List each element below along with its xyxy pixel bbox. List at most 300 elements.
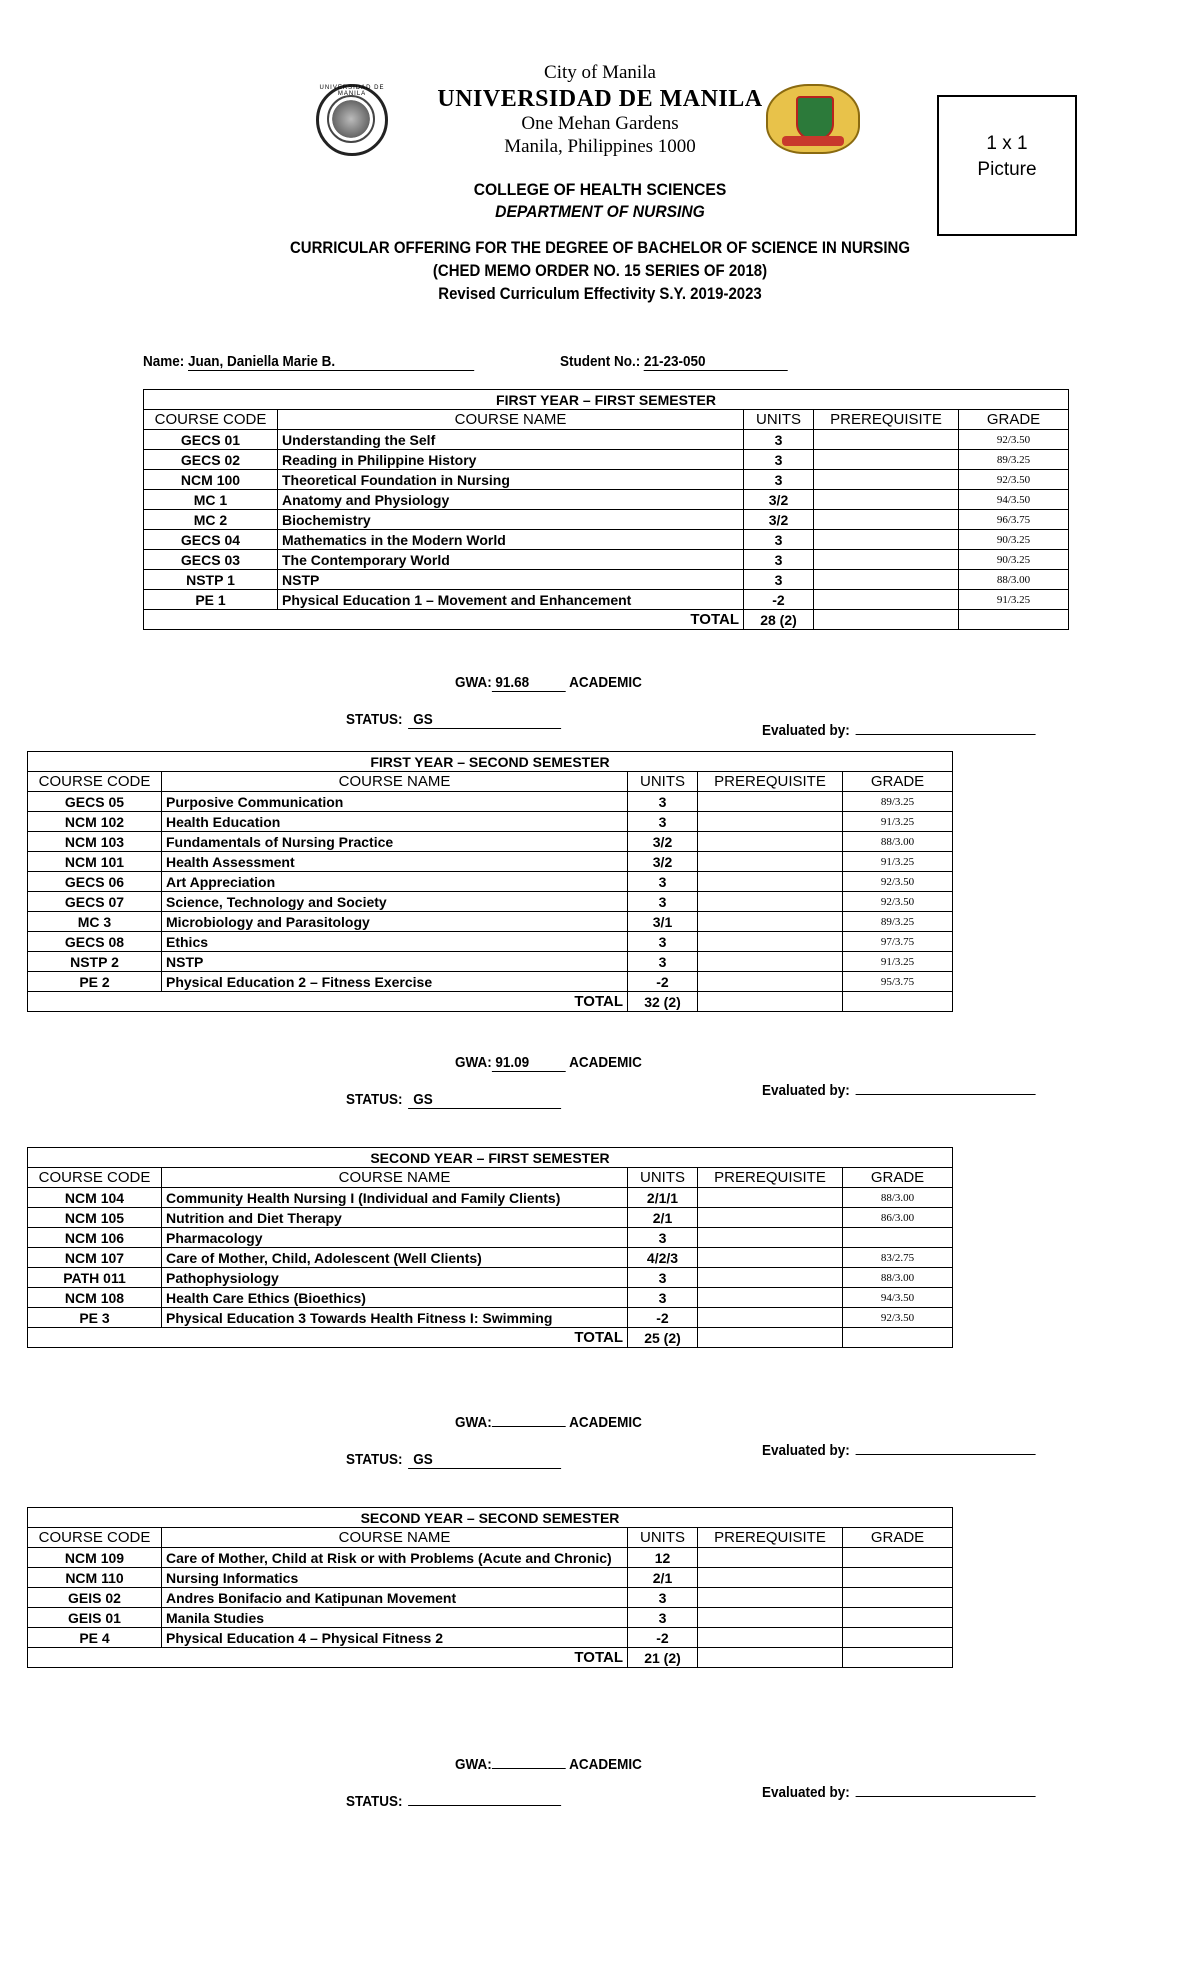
course-units: 3 <box>628 1588 698 1608</box>
semester-table <box>143 389 1069 630</box>
course-units: 3 <box>628 812 698 832</box>
course-units: 3 <box>628 1608 698 1628</box>
gwa-line <box>455 1054 642 1072</box>
course-prerequisite <box>814 570 959 590</box>
course-grade <box>843 1608 953 1628</box>
course-code: PE 1 <box>144 590 278 610</box>
course-name: Pathophysiology <box>162 1268 628 1288</box>
course-row <box>28 1208 953 1228</box>
total-grade-cell <box>843 1648 953 1668</box>
course-prerequisite <box>698 1288 843 1308</box>
course-units: 3 <box>628 872 698 892</box>
course-name: Reading in Philippine History <box>278 450 744 470</box>
course-name: Pharmacology <box>162 1228 628 1248</box>
course-grade: 92/3.50 <box>843 1308 953 1328</box>
course-code: GECS 02 <box>144 450 278 470</box>
course-grade: 90/3.25 <box>959 550 1069 570</box>
course-units: 3 <box>744 430 814 450</box>
course-grade: 91/3.25 <box>959 590 1069 610</box>
course-grade: 92/3.50 <box>959 430 1069 450</box>
college-name: COLLEGE OF HEALTH SCIENCES <box>473 180 727 199</box>
status-line <box>346 711 561 729</box>
column-grade-header: GRADE <box>843 1528 953 1548</box>
course-code: NCM 106 <box>28 1228 162 1248</box>
course-code: MC 3 <box>28 912 162 932</box>
course-name: Physical Education 1 – Movement and Enhancement <box>278 590 744 610</box>
semester-title: SECOND YEAR – SECOND SEMESTER <box>28 1508 953 1528</box>
course-row <box>144 590 1069 610</box>
course-code: GECS 01 <box>144 430 278 450</box>
column-name-header: COURSE NAME <box>162 1528 628 1548</box>
course-prerequisite <box>698 1188 843 1208</box>
course-units: 3/1 <box>628 912 698 932</box>
column-grade-header: GRADE <box>843 772 953 792</box>
course-prerequisite <box>698 1268 843 1288</box>
course-name: Fundamentals of Nursing Practice <box>162 832 628 852</box>
status-label: STATUS: <box>346 1091 403 1108</box>
course-units: -2 <box>628 972 698 992</box>
course-prerequisite <box>814 510 959 530</box>
course-name: The Contemporary World <box>278 550 744 570</box>
status-value[interactable]: GS <box>408 1451 561 1469</box>
picture-box <box>937 95 1077 236</box>
semester-title: SECOND YEAR – FIRST SEMESTER <box>28 1148 953 1168</box>
course-code: MC 1 <box>144 490 278 510</box>
evaluator-signature-field[interactable] <box>855 718 1035 735</box>
department-name: DEPARTMENT OF NURSING <box>495 202 705 221</box>
course-code: NCM 107 <box>28 1248 162 1268</box>
course-prerequisite <box>698 892 843 912</box>
course-units: -2 <box>744 590 814 610</box>
course-code: NSTP 1 <box>144 570 278 590</box>
student-number-label: Student No.: <box>560 353 641 370</box>
course-row <box>28 1228 953 1248</box>
course-units: 12 <box>628 1548 698 1568</box>
course-row <box>144 430 1069 450</box>
academic-label: ACADEMIC <box>569 674 642 691</box>
course-units: 3/2 <box>628 832 698 852</box>
course-row <box>28 972 953 992</box>
semester-title: FIRST YEAR – SECOND SEMESTER <box>28 752 953 772</box>
course-code: GECS 07 <box>28 892 162 912</box>
course-row <box>144 470 1069 490</box>
course-prerequisite <box>698 1248 843 1268</box>
course-name: Health Education <box>162 812 628 832</box>
status-value[interactable] <box>408 1805 561 1806</box>
course-row <box>28 1628 953 1648</box>
course-code: GEIS 02 <box>28 1588 162 1608</box>
course-name: Manila Studies <box>162 1608 628 1628</box>
total-row <box>28 1648 953 1668</box>
course-name: NSTP <box>278 570 744 590</box>
column-grade-header: GRADE <box>843 1168 953 1188</box>
course-name: NSTP <box>162 952 628 972</box>
course-units: 3 <box>744 530 814 550</box>
course-row <box>28 1268 953 1288</box>
total-prerequisite-cell <box>698 1648 843 1668</box>
semester-title-row <box>144 390 1069 410</box>
course-code: NCM 110 <box>28 1568 162 1588</box>
course-row <box>28 1188 953 1208</box>
column-code-header: COURSE CODE <box>28 1528 162 1548</box>
column-header-row <box>144 410 1069 430</box>
course-units: 3/2 <box>628 852 698 872</box>
course-prerequisite <box>814 530 959 550</box>
evaluated-by-line <box>762 1780 1035 1801</box>
course-row <box>28 852 953 872</box>
gwa-value[interactable]: 91.68 <box>492 674 566 692</box>
gwa-line <box>455 1756 642 1773</box>
course-code: GEIS 01 <box>28 1608 162 1628</box>
course-code: PE 3 <box>28 1308 162 1328</box>
university-logo-text: UNIVERSIDAD DE MANILA <box>319 85 385 97</box>
course-grade: 95/3.75 <box>843 972 953 992</box>
course-row <box>144 450 1069 470</box>
course-prerequisite <box>698 952 843 972</box>
course-units: 3 <box>628 892 698 912</box>
semester-table <box>27 1147 953 1348</box>
course-row <box>28 912 953 932</box>
course-grade: 92/3.50 <box>959 470 1069 490</box>
gwa-value[interactable]: 91.09 <box>492 1054 566 1072</box>
course-units: 3 <box>744 550 814 570</box>
total-units: 28 (2) <box>744 610 814 630</box>
total-label: TOTAL <box>144 610 744 630</box>
total-grade-cell <box>959 610 1069 630</box>
course-prerequisite <box>698 1608 843 1628</box>
gwa-value[interactable] <box>492 1426 566 1427</box>
status-value[interactable]: GS <box>408 711 561 729</box>
course-prerequisite <box>698 852 843 872</box>
course-grade <box>843 1588 953 1608</box>
course-grade: 91/3.25 <box>843 852 953 872</box>
course-name: Physical Education 3 Towards Health Fitness I: Swimming <box>162 1308 628 1328</box>
course-prerequisite <box>698 1628 843 1648</box>
total-grade-cell <box>843 1328 953 1348</box>
course-row <box>28 1248 953 1268</box>
address-line-1: One Mehan Gardens <box>521 113 679 134</box>
course-row <box>28 832 953 852</box>
course-code: NCM 108 <box>28 1288 162 1308</box>
course-units: 4/2/3 <box>628 1248 698 1268</box>
student-name-field <box>143 353 474 371</box>
course-prerequisite <box>698 872 843 892</box>
total-row <box>28 992 953 1012</box>
course-units: 2/1/1 <box>628 1188 698 1208</box>
curriculum-effectivity: Revised Curriculum Effectivity S.Y. 2019-2023 <box>438 284 762 303</box>
column-prerequisite-header: PREREQUISITE <box>698 772 843 792</box>
total-units: 21 (2) <box>628 1648 698 1668</box>
column-units-header: UNITS <box>628 1168 698 1188</box>
course-grade: 88/3.00 <box>959 570 1069 590</box>
total-row <box>28 1328 953 1348</box>
course-prerequisite <box>814 470 959 490</box>
course-code: NCM 101 <box>28 852 162 872</box>
student-number-field <box>560 353 788 371</box>
course-name: Care of Mother, Child at Risk or with Problems (Acute and Chronic) <box>162 1548 628 1568</box>
total-label: TOTAL <box>28 992 628 1012</box>
total-units: 25 (2) <box>628 1328 698 1348</box>
course-units: 3 <box>628 1288 698 1308</box>
course-row <box>28 1568 953 1588</box>
course-code: GECS 05 <box>28 792 162 812</box>
status-line <box>346 1091 561 1109</box>
course-name: Ethics <box>162 932 628 952</box>
course-grade: 91/3.25 <box>843 952 953 972</box>
column-name-header: COURSE NAME <box>162 1168 628 1188</box>
course-row <box>144 530 1069 550</box>
course-units: 3 <box>628 792 698 812</box>
column-units-header: UNITS <box>628 772 698 792</box>
ched-memo-line: (CHED MEMO ORDER NO. 15 SERIES OF 2018) <box>432 261 768 280</box>
column-prerequisite-header: PREREQUISITE <box>814 410 959 430</box>
semester-title-row <box>28 1508 953 1528</box>
course-row <box>28 1588 953 1608</box>
course-grade <box>843 1628 953 1648</box>
gwa-label: GWA: <box>455 1756 492 1773</box>
course-name: Care of Mother, Child, Adolescent (Well Clients) <box>162 1248 628 1268</box>
evaluated-by-label: Evaluated by: <box>762 722 850 739</box>
course-grade: 88/3.00 <box>843 1268 953 1288</box>
course-code: NSTP 2 <box>28 952 162 972</box>
course-grade: 92/3.50 <box>843 872 953 892</box>
course-prerequisite <box>698 1308 843 1328</box>
evaluator-signature-field[interactable] <box>855 1438 1035 1455</box>
course-prerequisite <box>814 590 959 610</box>
column-header-row <box>28 1528 953 1548</box>
course-row <box>28 952 953 972</box>
course-grade: 94/3.50 <box>843 1288 953 1308</box>
course-row <box>28 1308 953 1328</box>
course-code: PATH 011 <box>28 1268 162 1288</box>
course-grade: 88/3.00 <box>843 832 953 852</box>
course-name: Physical Education 4 – Physical Fitness 2 <box>162 1628 628 1648</box>
course-code: GECS 06 <box>28 872 162 892</box>
total-units: 32 (2) <box>628 992 698 1012</box>
course-grade: 92/3.50 <box>843 892 953 912</box>
total-row <box>144 610 1069 630</box>
course-grade: 89/3.25 <box>843 792 953 812</box>
column-header-row <box>28 1168 953 1188</box>
column-code-header: COURSE CODE <box>28 1168 162 1188</box>
course-units: 3/2 <box>744 510 814 530</box>
course-grade: 83/2.75 <box>843 1248 953 1268</box>
course-name: Microbiology and Parasitology <box>162 912 628 932</box>
course-units: -2 <box>628 1628 698 1648</box>
course-grade <box>843 1228 953 1248</box>
course-code: GECS 03 <box>144 550 278 570</box>
course-name: Biochemistry <box>278 510 744 530</box>
course-row <box>28 1548 953 1568</box>
total-prerequisite-cell <box>698 992 843 1012</box>
course-code: NCM 103 <box>28 832 162 852</box>
course-units: 3 <box>628 1268 698 1288</box>
course-prerequisite <box>814 450 959 470</box>
course-prerequisite <box>698 792 843 812</box>
column-code-header: COURSE CODE <box>28 772 162 792</box>
evaluated-by-label: Evaluated by: <box>762 1082 850 1099</box>
course-units: 3 <box>744 570 814 590</box>
picture-box-size: 1 x 1 <box>986 133 1028 154</box>
course-name: Purposive Communication <box>162 792 628 812</box>
course-code: GECS 04 <box>144 530 278 550</box>
column-code-header: COURSE CODE <box>144 410 278 430</box>
column-name-header: COURSE NAME <box>162 772 628 792</box>
course-prerequisite <box>698 912 843 932</box>
course-name: Understanding the Self <box>278 430 744 450</box>
course-grade: 96/3.75 <box>959 510 1069 530</box>
semester-table <box>27 751 953 1012</box>
column-prerequisite-header: PREREQUISITE <box>698 1528 843 1548</box>
column-units-header: UNITS <box>628 1528 698 1548</box>
course-row <box>28 812 953 832</box>
course-grade: 91/3.25 <box>843 812 953 832</box>
academic-label: ACADEMIC <box>569 1756 642 1773</box>
course-grade: 88/3.00 <box>843 1188 953 1208</box>
course-grade <box>843 1568 953 1588</box>
gwa-line <box>455 1414 642 1431</box>
course-prerequisite <box>698 1588 843 1608</box>
course-row <box>28 872 953 892</box>
column-grade-header: GRADE <box>959 410 1069 430</box>
column-header-row <box>28 772 953 792</box>
course-code: NCM 104 <box>28 1188 162 1208</box>
course-prerequisite <box>698 932 843 952</box>
academic-label: ACADEMIC <box>569 1054 642 1071</box>
course-name: Mathematics in the Modern World <box>278 530 744 550</box>
course-grade: 94/3.50 <box>959 490 1069 510</box>
course-row <box>144 570 1069 590</box>
course-prerequisite <box>698 1568 843 1588</box>
status-value[interactable]: GS <box>408 1091 561 1109</box>
column-prerequisite-header: PREREQUISITE <box>698 1168 843 1188</box>
course-name: Theoretical Foundation in Nursing <box>278 470 744 490</box>
status-line <box>346 1451 561 1469</box>
evaluated-by-line <box>762 718 1035 739</box>
evaluated-by-label: Evaluated by: <box>762 1442 850 1459</box>
column-units-header: UNITS <box>744 410 814 430</box>
course-row <box>144 510 1069 530</box>
gwa-label: GWA: <box>455 1054 492 1071</box>
course-units: 3 <box>744 470 814 490</box>
university-name: UNIVERSIDAD DE MANILA <box>437 86 763 112</box>
gwa-line <box>455 674 642 692</box>
course-prerequisite <box>814 490 959 510</box>
student-number-value: 21-23-050 <box>644 353 788 371</box>
course-row <box>28 792 953 812</box>
course-units: 3 <box>628 952 698 972</box>
semester-title: FIRST YEAR – FIRST SEMESTER <box>144 390 1069 410</box>
status-label: STATUS: <box>346 1451 403 1468</box>
semester-title-row <box>28 752 953 772</box>
status-line <box>346 1793 561 1810</box>
evaluator-signature-field[interactable] <box>855 1780 1035 1797</box>
course-units: 3 <box>628 932 698 952</box>
picture-box-label: Picture <box>977 159 1037 180</box>
course-units: 2/1 <box>628 1208 698 1228</box>
course-grade: 86/3.00 <box>843 1208 953 1228</box>
gwa-label: GWA: <box>455 1414 492 1431</box>
course-units: 3 <box>744 450 814 470</box>
course-units: 3 <box>628 1228 698 1248</box>
total-prerequisite-cell <box>814 610 959 630</box>
course-row <box>28 932 953 952</box>
evaluated-by-line <box>762 1438 1035 1459</box>
status-label: STATUS: <box>346 1793 403 1810</box>
course-code: PE 2 <box>28 972 162 992</box>
course-row <box>144 550 1069 570</box>
course-grade: 89/3.25 <box>843 912 953 932</box>
course-grade: 89/3.25 <box>959 450 1069 470</box>
semester-table <box>27 1507 953 1668</box>
name-label: Name: <box>143 353 185 370</box>
course-name: Community Health Nursing I (Individual and Family Clients) <box>162 1188 628 1208</box>
course-name: Health Assessment <box>162 852 628 872</box>
course-prerequisite <box>814 430 959 450</box>
course-units: 3/2 <box>744 490 814 510</box>
course-name: Health Care Ethics (Bioethics) <box>162 1288 628 1308</box>
course-name: Nursing Informatics <box>162 1568 628 1588</box>
column-name-header: COURSE NAME <box>278 410 744 430</box>
student-name-value: Juan, Daniella Marie B. <box>188 353 474 371</box>
course-prerequisite <box>698 1548 843 1568</box>
course-units: 2/1 <box>628 1568 698 1588</box>
semester-title-row <box>28 1148 953 1168</box>
course-name: Science, Technology and Society <box>162 892 628 912</box>
course-grade: 90/3.25 <box>959 530 1069 550</box>
evaluated-by-line <box>762 1078 1035 1099</box>
gwa-value[interactable] <box>492 1768 566 1769</box>
gwa-label: GWA: <box>455 674 492 691</box>
course-prerequisite <box>698 1208 843 1228</box>
total-label: TOTAL <box>28 1328 628 1348</box>
course-row <box>28 892 953 912</box>
course-row <box>28 1608 953 1628</box>
course-row <box>144 490 1069 510</box>
course-name: Andres Bonifacio and Katipunan Movement <box>162 1588 628 1608</box>
course-row <box>28 1288 953 1308</box>
course-grade <box>843 1548 953 1568</box>
course-code: NCM 100 <box>144 470 278 490</box>
course-name: Anatomy and Physiology <box>278 490 744 510</box>
course-code: PE 4 <box>28 1628 162 1648</box>
course-prerequisite <box>698 832 843 852</box>
curriculum-title: CURRICULAR OFFERING FOR THE DEGREE OF BACHELOR OF SCIENCE IN NURSING <box>289 238 911 257</box>
address-line-2: Manila, Philippines 1000 <box>504 136 696 157</box>
course-name: Art Appreciation <box>162 872 628 892</box>
total-grade-cell <box>843 992 953 1012</box>
evaluator-signature-field[interactable] <box>855 1078 1035 1095</box>
course-prerequisite <box>814 550 959 570</box>
course-name: Physical Education 2 – Fitness Exercise <box>162 972 628 992</box>
course-name: Nutrition and Diet Therapy <box>162 1208 628 1228</box>
course-code: NCM 105 <box>28 1208 162 1228</box>
course-prerequisite <box>698 972 843 992</box>
course-code: GECS 08 <box>28 932 162 952</box>
course-units: -2 <box>628 1308 698 1328</box>
course-prerequisite <box>698 812 843 832</box>
city-text: City of Manila <box>544 62 656 83</box>
status-label: STATUS: <box>346 711 403 728</box>
academic-label: ACADEMIC <box>569 1414 642 1431</box>
course-prerequisite <box>698 1228 843 1248</box>
course-code: NCM 109 <box>28 1548 162 1568</box>
course-code: NCM 102 <box>28 812 162 832</box>
total-label: TOTAL <box>28 1648 628 1668</box>
course-grade: 97/3.75 <box>843 932 953 952</box>
course-code: MC 2 <box>144 510 278 530</box>
total-prerequisite-cell <box>698 1328 843 1348</box>
